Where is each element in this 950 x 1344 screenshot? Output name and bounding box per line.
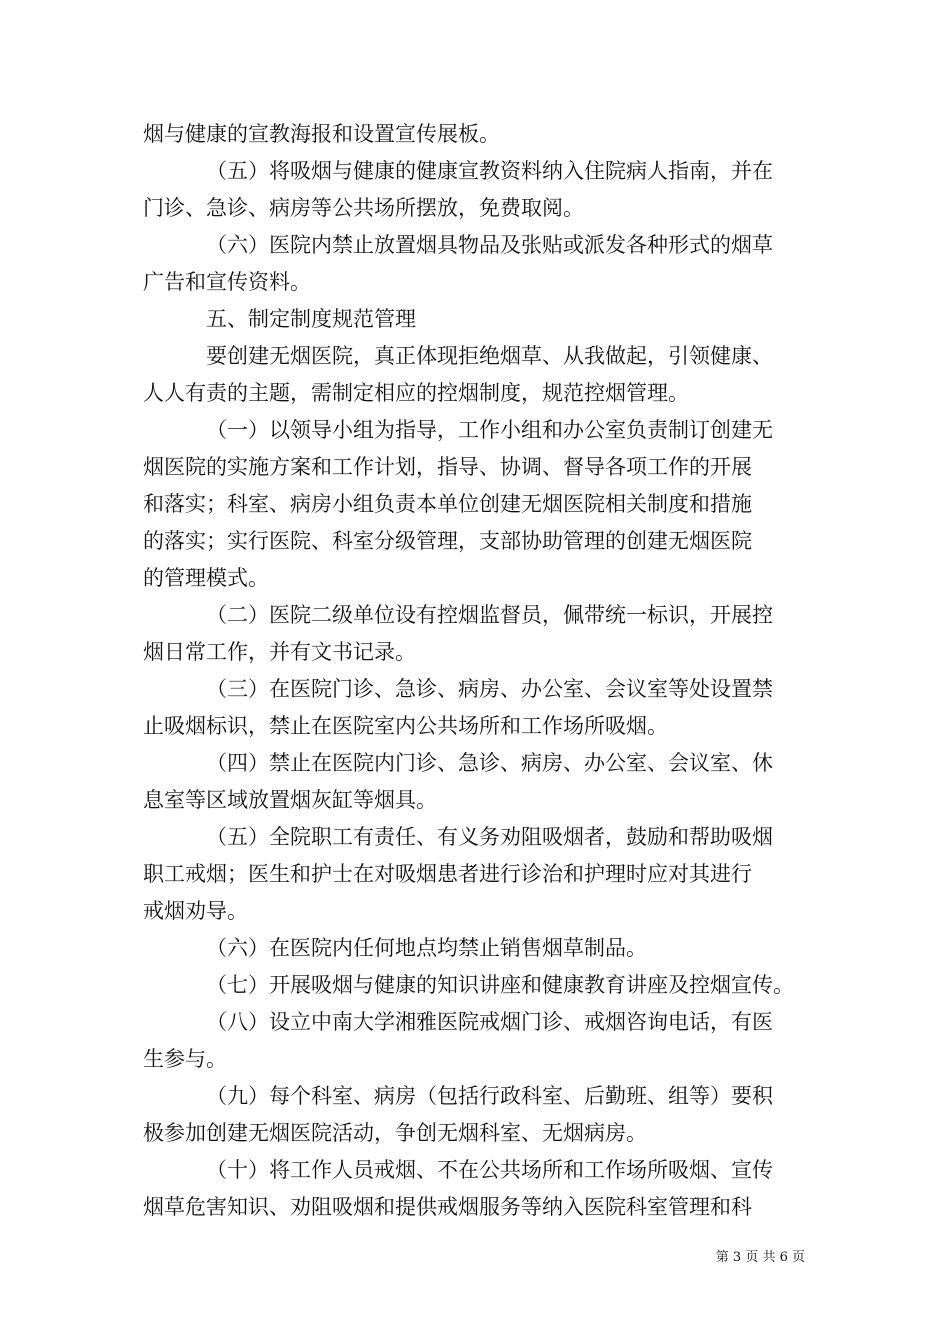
text-line: 和落实；科室、病房小组负责本单位创建无烟医院相关制度和措施 [143,492,752,516]
text-line: （五）将吸烟与健康的健康宣教资料纳入住院病人指南，并在 [206,159,773,183]
text-line: （四）禁止在医院内门诊、急诊、病房、办公室、会议室、休 [206,751,773,775]
text-line: （八）设立中南大学湘雅医院戒烟门诊、戒烟咨询电话，有医 [206,1010,773,1034]
text-line: 极参加创建无烟医院活动，争创无烟科室、无烟病房。 [143,1121,647,1145]
text-line: （一）以领导小组为指导，工作小组和办公室负责制订创建无 [206,418,773,442]
text-line: 戒烟劝导。 [143,899,248,923]
text-line: （七）开展吸烟与健康的知识讲座和健康教育讲座及控烟宣传。 [206,973,794,997]
text-line: （十）将工作人员戒烟、不在公共场所和工作场所吸烟、宣传 [206,1158,773,1182]
text-line: 门诊、急诊、病房等公共场所摆放，免费取阅。 [143,196,584,220]
text-line: （九）每个科室、病房（包括行政科室、后勤班、组等）要积 [206,1084,773,1108]
text-line: 五、制定制度规范管理 [206,307,416,331]
text-line: 要创建无烟医院，真正体现拒绝烟草、从我做起，引领健康、 [206,344,773,368]
text-line: 烟日常工作，并有文书记录。 [143,640,416,664]
text-line: （三）在医院门诊、急诊、病房、办公室、会议室等处设置禁 [206,677,773,701]
text-line: 烟草危害知识、劝阻吸烟和提供戒烟服务等纳入医院科室管理和科 [143,1195,752,1219]
text-line: 息室等区域放置烟灰缸等烟具。 [143,788,437,812]
text-line: 烟与健康的宣教海报和设置宣传展板。 [143,122,500,146]
text-line: （五）全院职工有责任、有义务劝阻吸烟者，鼓励和帮助吸烟 [206,825,773,849]
text-line: 的落实；实行医院、科室分级管理，支部协助管理的创建无烟医院 [143,529,752,553]
body-text [143,116,813,1226]
text-line: 职工戒烟；医生和护士在对吸烟患者进行诊治和护理时应对其进行 [143,862,752,886]
text-line: （六）医院内禁止放置烟具物品及张贴或派发各种形式的烟草 [206,233,773,257]
text-line: 人人有责的主题，需制定相应的控烟制度，规范控烟管理。 [143,381,689,405]
text-line: 止吸烟标识，禁止在医院室内公共场所和工作场所吸烟。 [143,714,668,738]
text-line: 的管理模式。 [143,566,269,590]
page-footer: 第 3 页 共 6 页 [715,1250,805,1265]
text-line: 生参与。 [143,1047,227,1071]
text-line: （六）在医院内任何地点均禁止销售烟草制品。 [206,936,647,960]
text-line: 烟医院的实施方案和工作计划，指导、协调、督导各项工作的开展 [143,455,752,479]
text-line: （二）医院二级单位设有控烟监督员，佩带统一标识，开展控 [206,603,773,627]
text-line: 广告和宣传资料。 [143,270,311,294]
